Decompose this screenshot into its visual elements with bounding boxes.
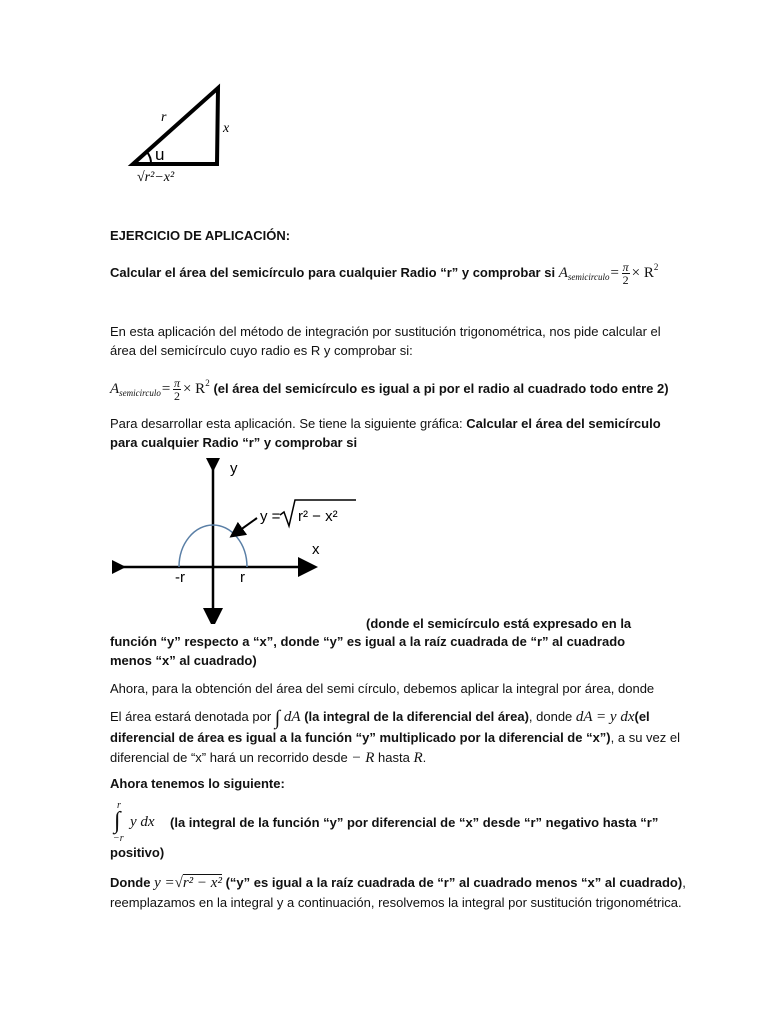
- task-statement: [110, 258, 710, 287]
- triangle-label-u: u: [155, 145, 165, 164]
- now-area-paragraph: Ahora, para la obtención del área del semi círculo, debemos aplicar la integral por área, donde: [110, 681, 655, 696]
- triangle-diagram: [125, 80, 245, 192]
- integral-text-2: positivo): [110, 845, 165, 860]
- pointer-arrow: [236, 518, 257, 533]
- triangle-shape: [133, 88, 218, 164]
- y-axis-label: y: [230, 460, 238, 477]
- x-axis-label: x: [312, 541, 320, 558]
- area-denoted-paragraph: El área estará denotada por ∫ dA (la integral de la diferencial del área), donde dA = y dx(el diferencial de área es igual a la función “y” multiplicado por la diferencial de “x”), a su vez el diferencial de “x” hará un recorrido desde − R hasta R.: [110, 707, 681, 766]
- task-text: Calcular el área del semicírculo para cualquier Radio “r” y comprobar si: [110, 265, 556, 280]
- function-sqrt-body: r² − x²: [298, 508, 338, 525]
- triangle-label-base: √r²−x²: [137, 170, 175, 185]
- neg-r-label: -r: [175, 569, 185, 586]
- formula-area: $A_{semicirculo}=$ $\frac{\pi}{2}$ × $R^2$: [110, 376, 210, 404]
- intro-paragraph: En esta aplicación del método de integración por sustitución trigonométrica, nos pide calcular el área del semicírculo cuyo radio es R y comprobar si:: [110, 324, 661, 358]
- graph-caption-2: función “y” respecto a “x”, donde “y” es igual a la raíz cuadrada de “r” al cuadrado menos “x” al cuadrado): [110, 634, 626, 668]
- formula-line: [110, 374, 710, 403]
- graph-caption-1: (donde el semicírculo está expresado en la: [366, 616, 632, 631]
- formula-note: (el área del semicírculo es igual a pi por el radio al cuadrado todo entre 2): [213, 381, 669, 396]
- donde-paragraph: Donde y =√r² − x² (“y” es igual a la raíz cuadrada de “r” al cuadrado menos “x” al cuadrado), reemplazamos en la integral y a continuación, resolvemos la integral por sustitución trigonométrica.: [110, 875, 686, 910]
- exercise-heading: EJERCICIO DE APLICACIÓN:: [110, 228, 291, 243]
- graph-intro: Para desarrollar esta aplicación. Se tiene la siguiente gráfica: Calcular el área del semicírculo para cualquier Radio “r” y comprobar si: [110, 416, 661, 450]
- function-label: y =: [260, 508, 281, 525]
- semicircle-graph: [112, 458, 372, 624]
- triangle-label-x: x: [223, 121, 230, 136]
- pos-r-label: r: [240, 569, 245, 586]
- integral-expression: r ∫ −r y dx (la integral de la función “y” por diferencial de “x” desde “r” negativo hasta “r”: [113, 800, 659, 844]
- triangle-label-r: r: [161, 110, 167, 125]
- now-have-heading: Ahora tenemos lo siguiente:: [110, 776, 285, 791]
- task-formula: $A_{semicirculo}=$ $\frac{\pi}{2}$ × $R^2$: [558, 260, 659, 288]
